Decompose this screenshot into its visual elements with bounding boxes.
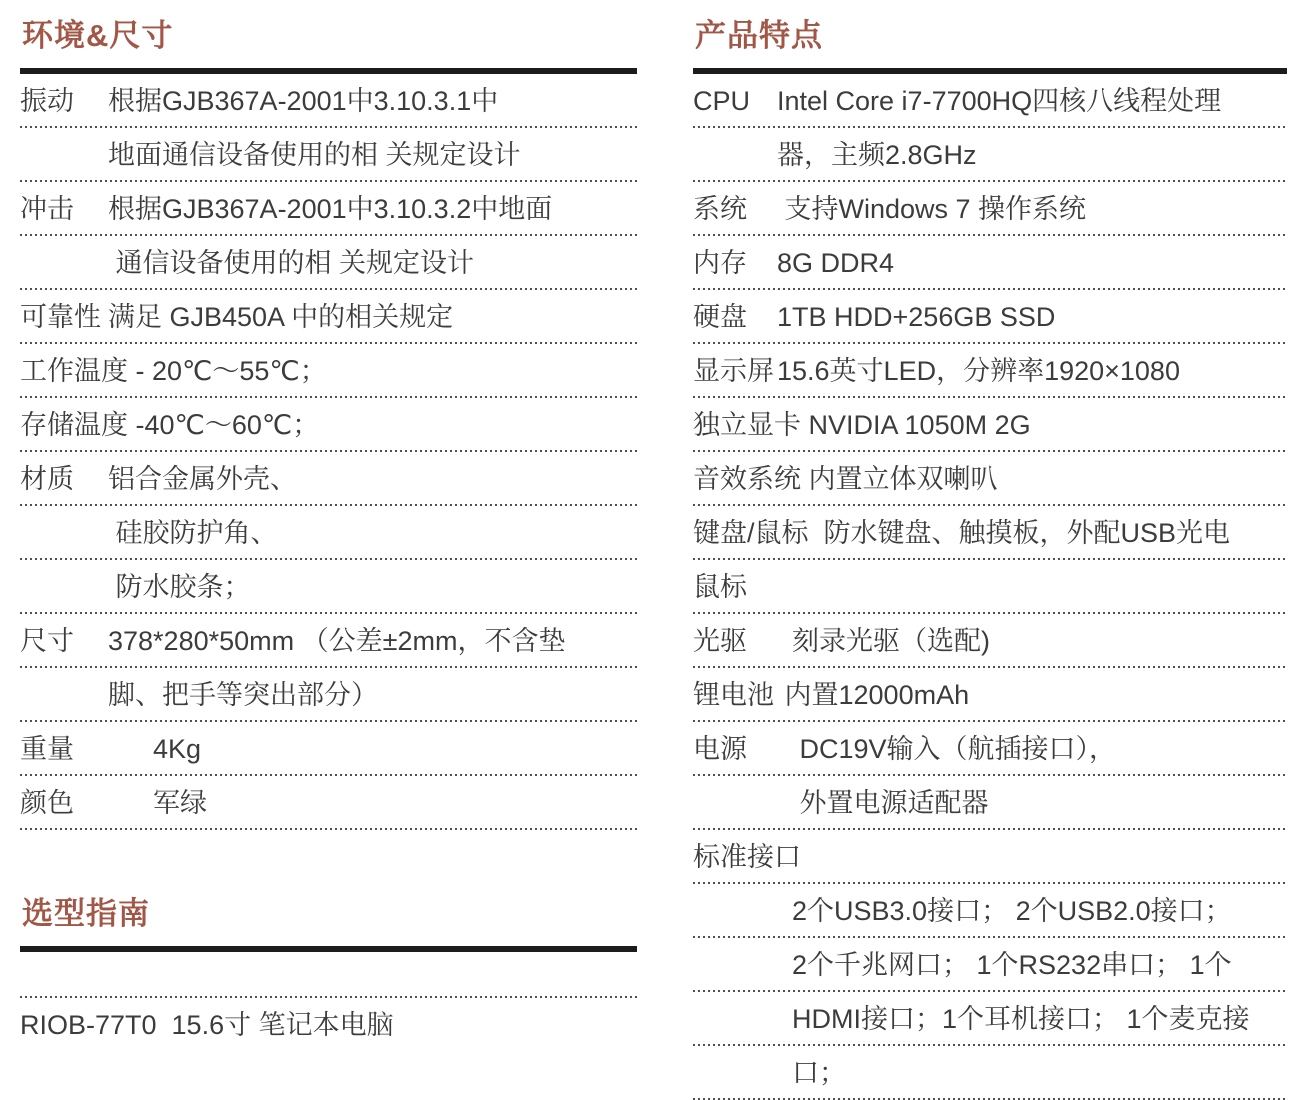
spec-label: 存储温度 -40℃～60℃；: [20, 410, 320, 440]
spec-row: [20, 398, 637, 452]
spec-row: [20, 74, 637, 128]
spec-value: DC19V输入（航插接口），: [777, 734, 1117, 764]
spec-label: 显示屏: [693, 356, 774, 386]
spec-row: [693, 722, 1287, 776]
spec-label: 标准接口: [693, 842, 801, 872]
spec-label: 工作温度 - 20℃～55℃；: [20, 356, 327, 386]
spec-row: [693, 560, 1287, 614]
spec-value: 铝合金属外壳、: [108, 464, 297, 494]
spec-label: 光驱: [693, 626, 747, 656]
environment-rows: [20, 74, 637, 830]
spec-value: 4Kg: [108, 734, 202, 764]
spec-row: [693, 128, 1287, 182]
spec-value: 2个千兆网口； 1个RS232串口； 1个: [777, 950, 1232, 980]
spec-label: 硬盘: [693, 302, 747, 332]
selection-guide-section: [20, 894, 637, 1052]
spec-value: 根据GJB367A-2001中3.10.3.2中地面: [108, 194, 553, 224]
product-features-section: [693, 16, 1287, 1100]
spec-row: [20, 668, 637, 722]
spec-row: [693, 398, 1287, 452]
spec-row: [20, 128, 637, 182]
spec-row: [693, 668, 1287, 722]
spec-value: 378*280*50mm （公差±2mm，不含垫: [108, 626, 566, 656]
spec-row: [693, 344, 1287, 398]
spec-label: 锂电池: [693, 680, 774, 710]
spec-value: 防水键盘、触摸板，外配USB光电: [808, 518, 1231, 548]
spec-row: [20, 722, 637, 776]
spec-row: [693, 182, 1287, 236]
spec-label: 尺寸: [20, 626, 74, 656]
spec-row: [693, 74, 1287, 128]
spec-value: 硅胶防护角、: [108, 518, 278, 548]
spec-row: [693, 506, 1287, 560]
spec-label: 音效系统: [693, 464, 801, 494]
spec-row: [20, 452, 637, 506]
spec-row: [20, 290, 637, 344]
spec-row: [693, 452, 1287, 506]
spec-row: [693, 1046, 1287, 1100]
spec-label: 内存: [693, 248, 747, 278]
spec-value: 外置电源适配器: [777, 788, 989, 818]
spec-value: 内置12000mAh: [777, 680, 970, 710]
spec-value: 脚、把手等突出部分）: [108, 680, 378, 710]
spec-row: [693, 614, 1287, 668]
spec-value: 满足 GJB450A 中的相关规定: [108, 302, 454, 332]
product-features-rows: [693, 74, 1287, 1100]
spec-value: 2个USB3.0接口； 2个USB2.0接口；: [777, 896, 1232, 926]
selection-guide-title: 选型指南: [22, 896, 150, 931]
spec-value: 防水胶条；: [108, 572, 251, 602]
spec-value: 支持Windows 7 操作系统: [777, 194, 1087, 224]
spec-label: 键盘/鼠标: [693, 518, 809, 548]
right-column: [693, 16, 1287, 1100]
spec-value: 根据GJB367A-2001中3.10.3.1中: [108, 86, 499, 116]
spec-value: 1TB HDD+256GB SSD: [777, 302, 1056, 332]
spec-label: 系统: [693, 194, 747, 224]
spec-label: 颜色: [20, 788, 74, 818]
spec-row: [693, 776, 1287, 830]
spec-value: 器，主频2.8GHz: [777, 140, 977, 170]
spec-value: 地面通信设备使用的相 关规定设计: [108, 140, 521, 170]
product-features-title: 产品特点: [695, 18, 823, 53]
spec-label: 振动: [20, 86, 74, 116]
environment-section: [20, 16, 637, 830]
selection-guide-rows: [20, 952, 637, 1052]
spec-row: [20, 506, 637, 560]
spec-row: [20, 182, 637, 236]
spec-value: NVIDIA 1050M 2G: [801, 410, 1031, 440]
spec-value: 口；: [777, 1058, 847, 1088]
spec-row: [20, 776, 637, 830]
spec-value: 通信设备使用的相 关规定设计: [108, 248, 475, 278]
spec-label: 材质: [20, 464, 74, 494]
spec-value: 军绿: [108, 788, 208, 818]
spec-label: RIOB-77T0 15.6寸 笔记本电脑: [20, 1010, 394, 1040]
spec-row: [20, 344, 637, 398]
spec-row: [693, 830, 1287, 884]
spec-label: 鼠标: [693, 572, 747, 602]
spec-row: [20, 614, 637, 668]
spec-value: HDMI接口；1个耳机接口； 1个麦克接: [777, 1004, 1250, 1034]
environment-section-title: 环境&尺寸: [22, 18, 174, 53]
spec-row: [20, 236, 637, 290]
spec-label: 可靠性: [20, 302, 101, 332]
spec-row: [693, 992, 1287, 1046]
spec-row: [693, 290, 1287, 344]
spec-label: 独立显卡: [693, 410, 801, 440]
spec-label: 重量: [20, 734, 74, 764]
spec-row: [20, 998, 637, 1052]
spec-value: 15.6英寸LED，分辨率1920×1080: [777, 356, 1180, 386]
spec-row: [20, 952, 637, 998]
spec-row: [693, 938, 1287, 992]
spec-value: 刻录光驱（选配): [777, 626, 990, 656]
spec-row: [693, 236, 1287, 290]
spec-value: Intel Core i7-7700HQ四核八线程处理: [777, 86, 1222, 116]
spec-row: [20, 560, 637, 614]
spec-row: [693, 884, 1287, 938]
spec-value: 内置立体双喇叭: [801, 464, 998, 494]
spec-label: CPU: [693, 86, 751, 116]
spec-value: 8G DDR4: [777, 248, 895, 278]
spec-label: 电源: [693, 734, 747, 764]
left-column: [20, 16, 637, 1100]
spec-label: 冲击: [20, 194, 74, 224]
